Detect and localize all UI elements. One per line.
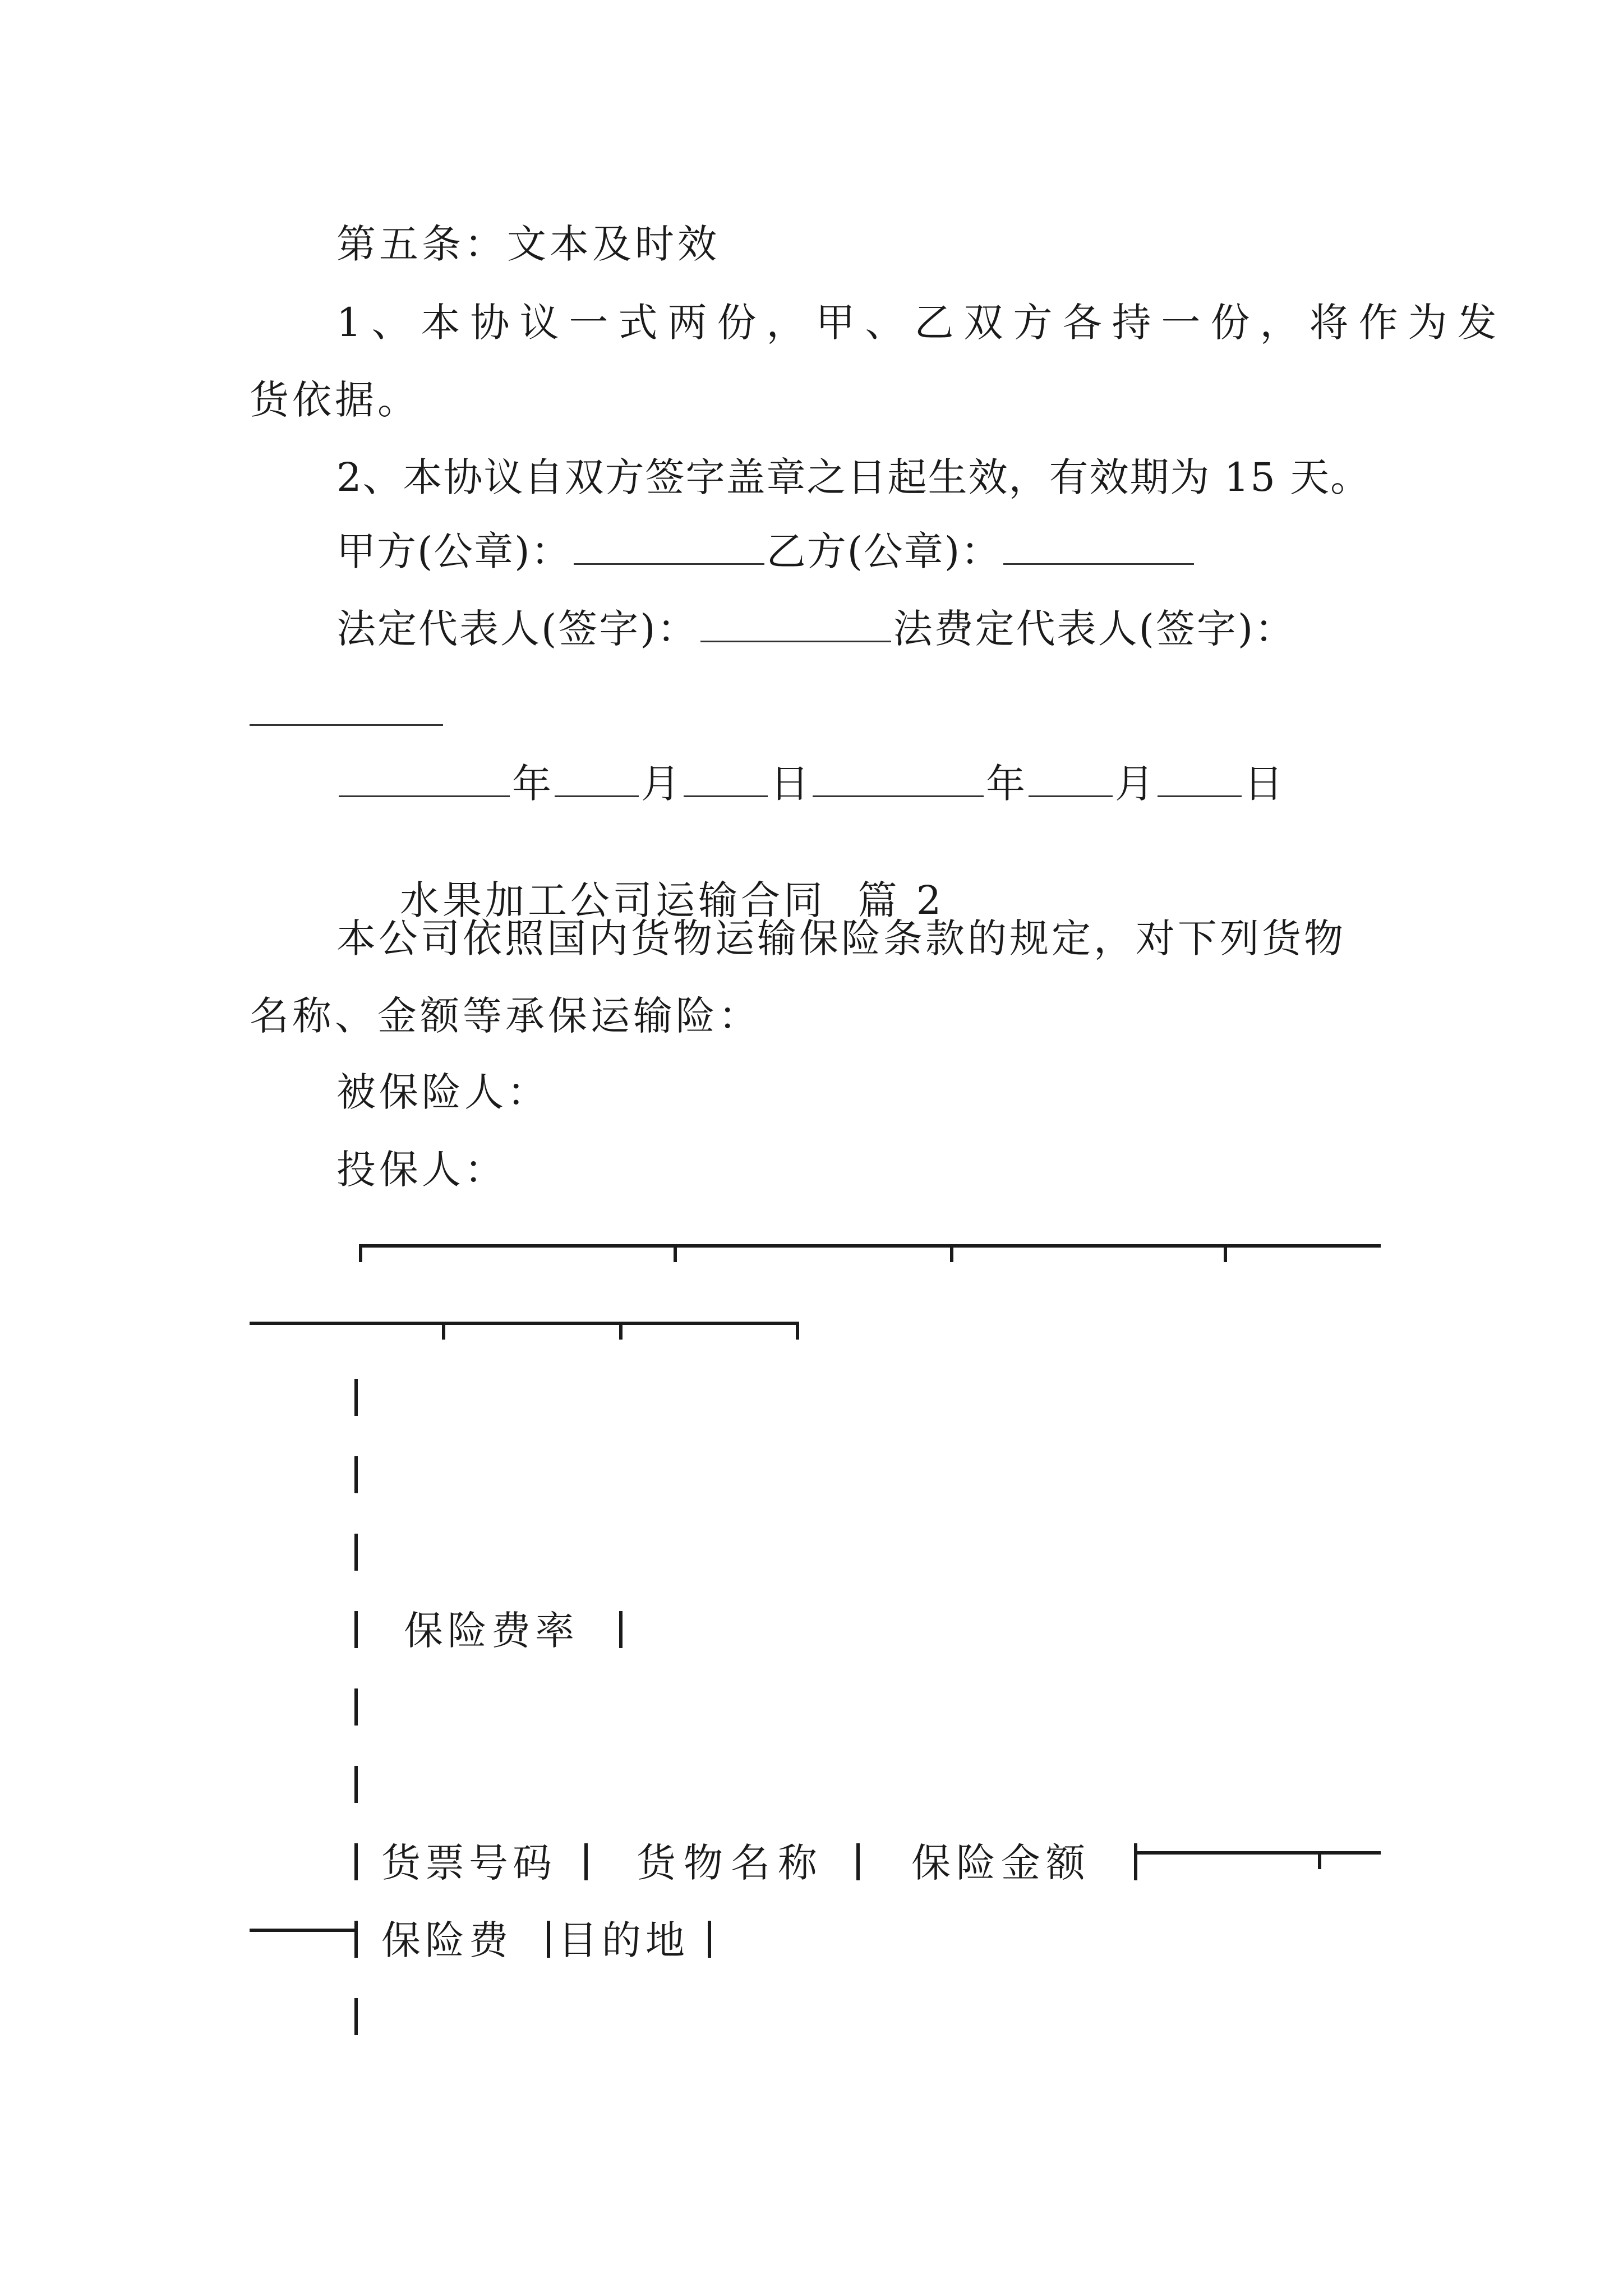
party-a-seal-label: 甲方(公章)： (336, 528, 571, 574)
goods-name-header: 货物名称 (637, 1840, 825, 1886)
legal-rep-line (336, 606, 1296, 652)
premium-rate-right-border (619, 1611, 623, 1648)
policy-holder-label: 投保人： (336, 1147, 507, 1193)
table-divider-top-2 (950, 1244, 953, 1262)
day-1-blank (684, 795, 768, 797)
legal-rep-a-label: 法定代表人(签字)： (336, 606, 698, 652)
party-b-seal-blank (1003, 563, 1194, 565)
day-2-label: 日 (1244, 761, 1284, 807)
clause-1-line-1 (336, 300, 1507, 346)
policy-holder-line (336, 1147, 507, 1193)
clause-2-text: 2、本协议自双方签字盖章之日起生效，有效期为 15 天。 (336, 454, 1371, 500)
insurance-intro-text-cont: 名称、金额等承保运输险： (250, 993, 761, 1039)
table-top-border (359, 1244, 1381, 1248)
premium-right-border (547, 1921, 550, 1958)
invoice-no-left-border (354, 1843, 358, 1880)
destination-right-border (708, 1921, 711, 1958)
table-corner-top-right (796, 1322, 799, 1340)
article-title (336, 221, 720, 267)
premium-rate-left-border (354, 1611, 358, 1648)
table-left-border-2 (354, 1456, 358, 1493)
day-2-blank (1158, 795, 1242, 797)
table-left-border-4 (354, 1688, 358, 1726)
invoice-no-header: 货票号码 (381, 1840, 556, 1886)
insurance-intro-line-1 (336, 915, 1346, 961)
premium-left-border (354, 1921, 358, 1958)
legal-rep-a-blank (700, 640, 891, 642)
clause-1-text-cont: 货依据。 (250, 377, 420, 423)
table-divider-top-4 (442, 1322, 445, 1340)
party-a-seal-blank (574, 563, 764, 565)
clause-2 (336, 454, 1371, 500)
table-top-border-cont (250, 1322, 799, 1325)
insured-line (336, 1069, 550, 1115)
table-left-border-6 (354, 1998, 358, 2035)
month-2-label: 月 (1115, 761, 1155, 807)
row-separator-cont (250, 1929, 356, 1932)
insurance-intro-text: 本公司依照国内货物运输保险条款的规定，对下列货物 (336, 915, 1346, 961)
table-left-border-5 (354, 1766, 358, 1803)
month-1-label: 月 (641, 761, 681, 807)
day-1-label: 日 (770, 761, 810, 807)
destination-header: 目的地 (558, 1917, 689, 1963)
row-separator (1134, 1851, 1381, 1855)
clause-1-text: 1、本协议一式两份，甲、乙双方各持一份，将作为发 (336, 300, 1507, 346)
legal-rep-b-label: 法费定代表人(签字)： (893, 606, 1296, 652)
insurance-intro-line-2 (250, 993, 761, 1039)
table-divider-top-5 (619, 1322, 623, 1340)
insured-amount-right-border (1134, 1843, 1137, 1880)
premium-header: 保险费 (381, 1917, 513, 1963)
table-left-border-1 (354, 1379, 358, 1416)
article-title-text: 第五条：文本及时效 (336, 221, 720, 267)
goods-name-right-border (856, 1843, 860, 1880)
invoice-no-right-border (584, 1843, 588, 1880)
table-divider-top-3 (1224, 1244, 1227, 1262)
year-2-blank (813, 795, 984, 797)
premium-rate-header: 保险费率 (404, 1608, 579, 1654)
year-1-blank (339, 795, 510, 797)
month-1-blank (555, 795, 639, 797)
section-2-title-text: 水果加工公司运输合同 篇 2 (400, 877, 945, 923)
month-2-blank (1029, 795, 1113, 797)
table-divider-top-1 (674, 1244, 677, 1262)
party-b-seal-label: 乙方(公章)： (766, 528, 1002, 574)
date-line (336, 761, 1284, 807)
year-2-label: 年 (986, 761, 1026, 807)
table-left-border-3 (354, 1534, 358, 1571)
insured-label: 被保险人： (336, 1069, 550, 1115)
insured-amount-header: 保险金额 (911, 1840, 1091, 1886)
row-separator-divider (1318, 1851, 1321, 1869)
seal-line (336, 528, 1196, 574)
year-1-label: 年 (512, 761, 552, 807)
legal-rep-b-blank (250, 724, 443, 726)
clause-1-line-2 (250, 377, 420, 423)
